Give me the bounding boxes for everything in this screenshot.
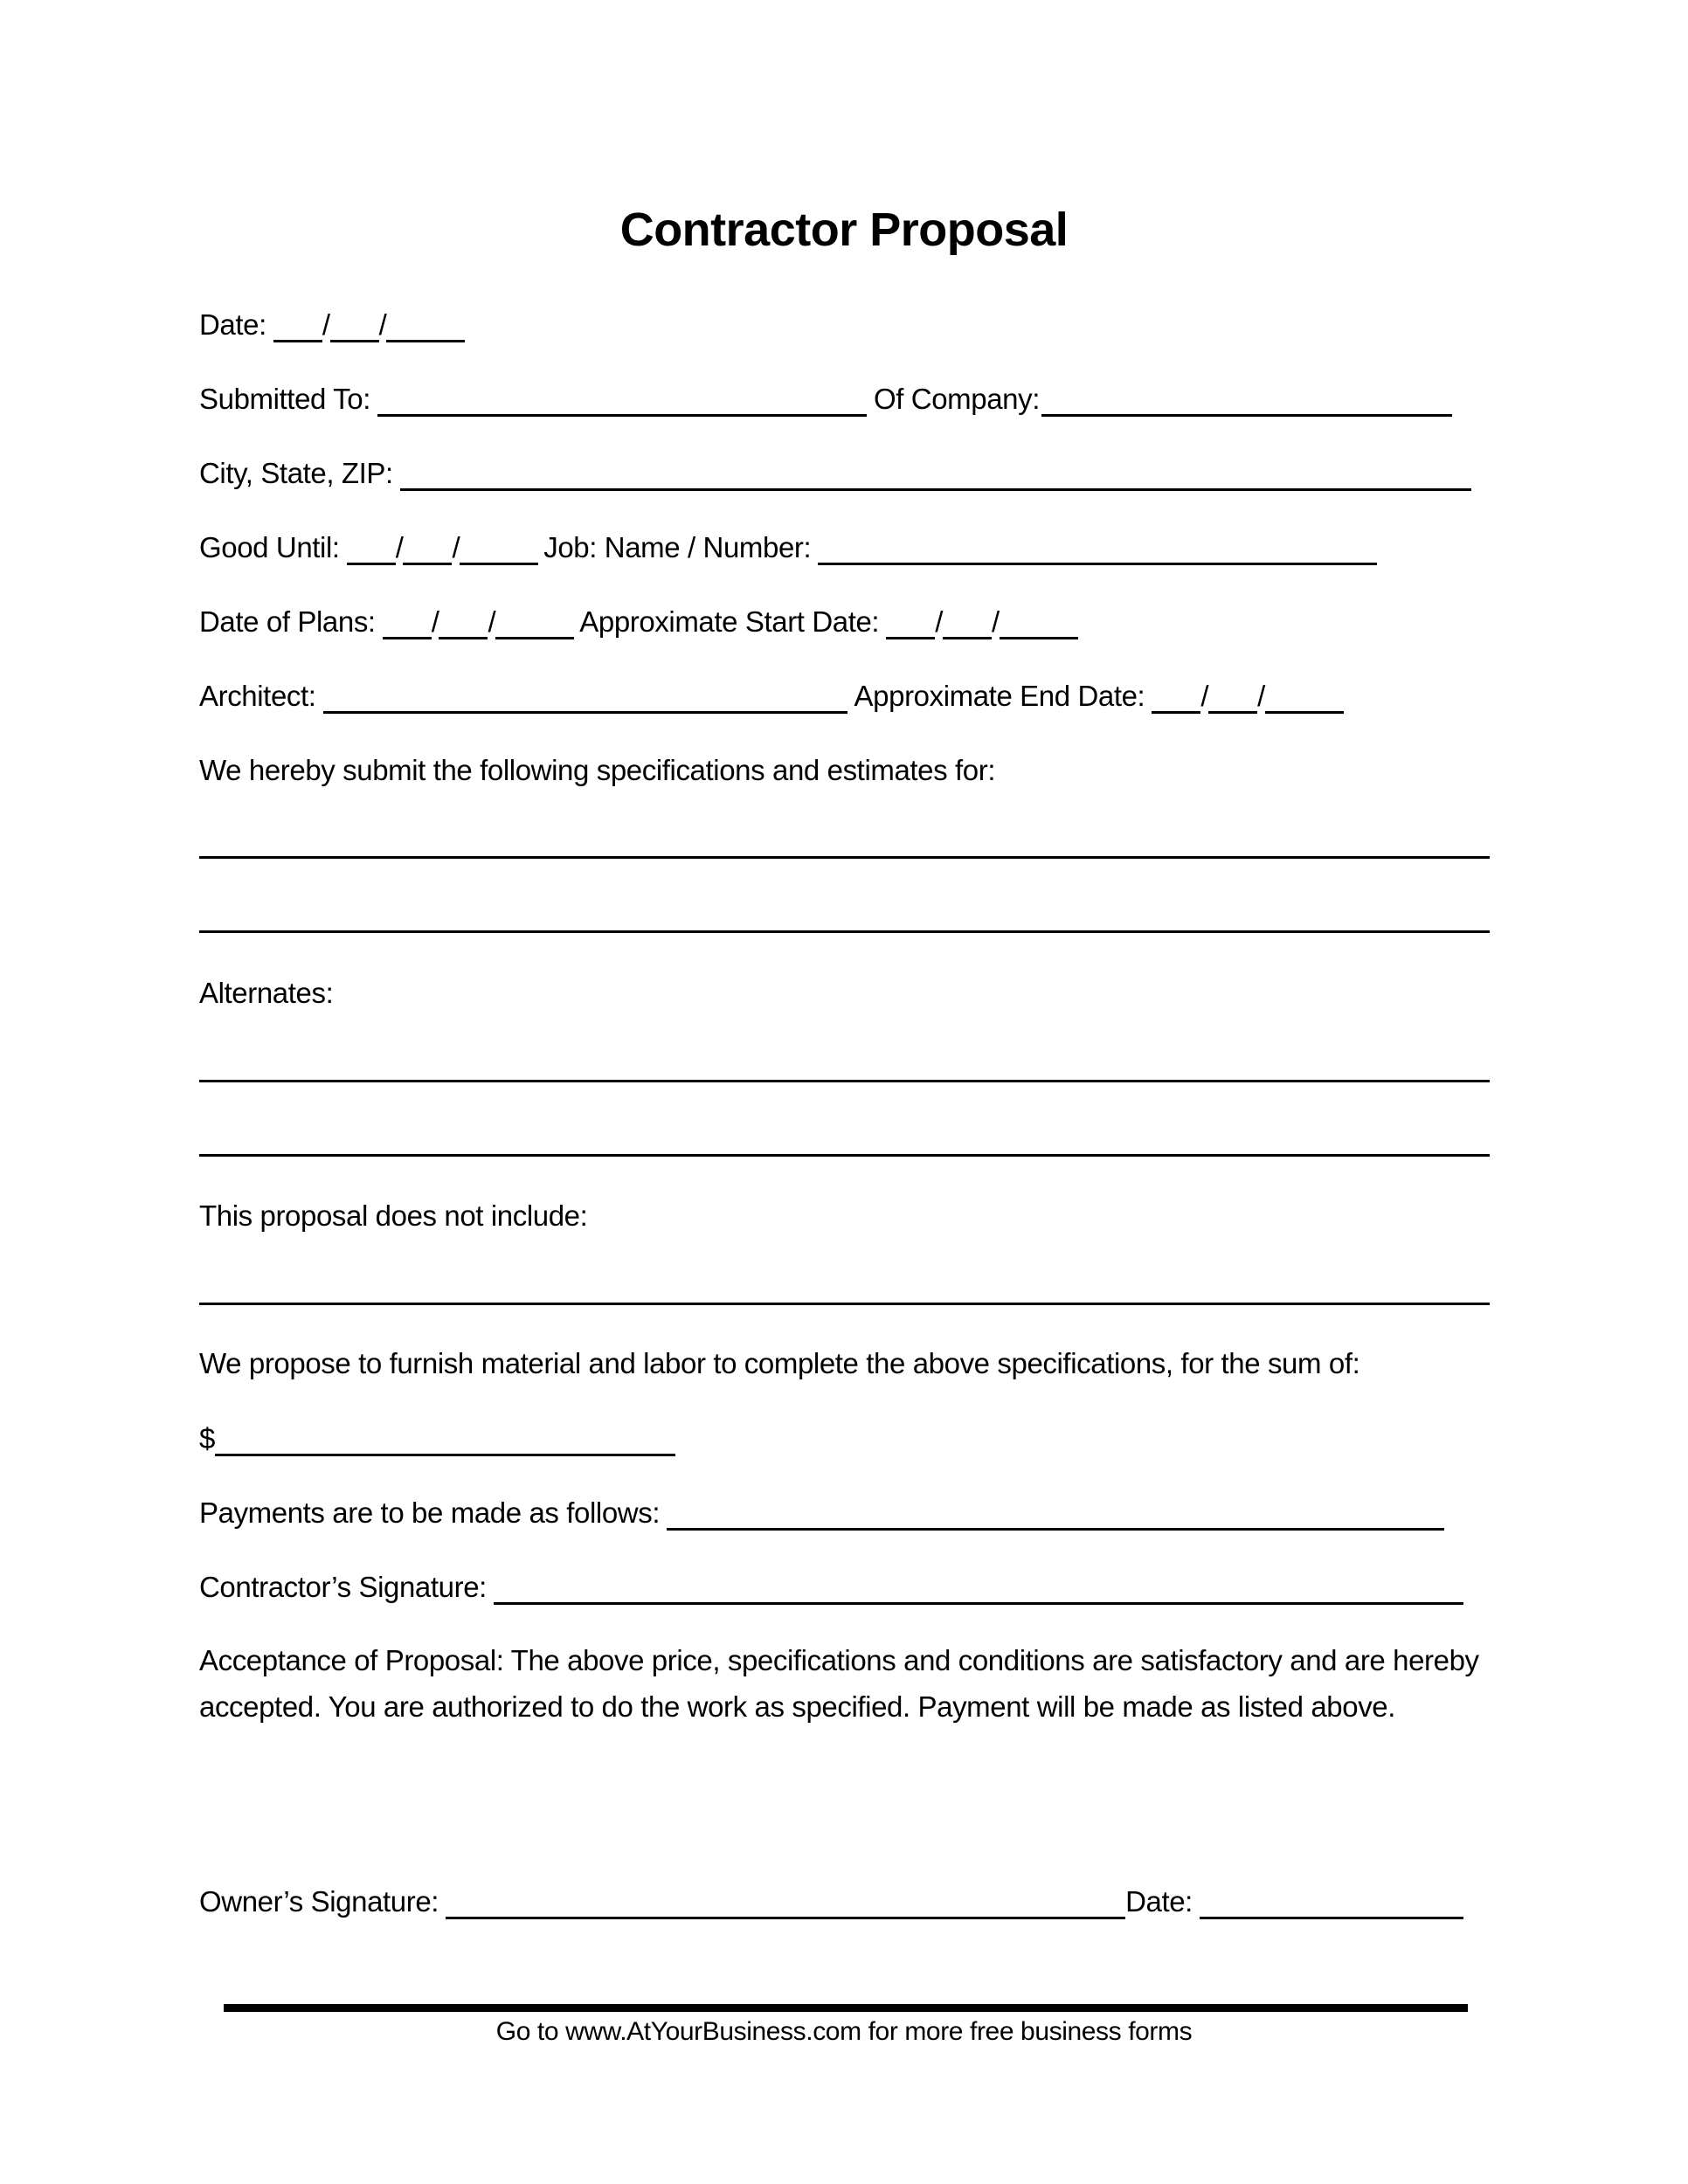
- approx-start-date-field[interactable]: / /: [886, 605, 1078, 639]
- good-until-field[interactable]: / /: [347, 530, 539, 565]
- specifications-heading: We hereby submit the following specifications and estimates for:: [199, 754, 996, 786]
- submitted-to-row: [199, 382, 1452, 417]
- form-title: Contractor Proposal: [619, 204, 1069, 256]
- alternates-line-2[interactable]: [199, 1154, 1490, 1157]
- good-until-row: [199, 530, 1377, 565]
- alternates-line-1[interactable]: [199, 1080, 1490, 1082]
- submitted-to-field[interactable]: [377, 388, 867, 417]
- owner-signature-row: [199, 1884, 1463, 1919]
- architect-row: [199, 679, 1344, 714]
- payments-field[interactable]: [667, 1502, 1444, 1531]
- sum-amount-field[interactable]: [215, 1427, 675, 1456]
- specifications-line-1[interactable]: [199, 856, 1490, 859]
- owner-date-field[interactable]: [1200, 1890, 1463, 1919]
- footer-divider: [224, 2004, 1468, 2012]
- date-of-plans-field[interactable]: / /: [383, 605, 575, 639]
- payments-label: Payments are to be made as follows:: [199, 1496, 661, 1529]
- of-company-label: Of Company:: [873, 383, 1040, 415]
- dollar-sign: $: [199, 1422, 215, 1455]
- date-of-plans-row: [199, 605, 1078, 639]
- approx-end-date-field[interactable]: / /: [1152, 679, 1344, 714]
- city-state-zip-field[interactable]: [400, 462, 1471, 491]
- owner-signature-label: Owner’s Signature:: [199, 1885, 439, 1918]
- not-included-line[interactable]: [199, 1303, 1490, 1305]
- job-name-number-label: Job: Name / Number:: [543, 531, 812, 563]
- payments-row: [199, 1496, 1444, 1531]
- footer-text: Go to www.AtYourBusiness.com for more free business forms: [495, 2017, 1193, 2046]
- approx-start-date-label: Approximate Start Date:: [579, 605, 880, 638]
- specifications-line-2[interactable]: [199, 930, 1490, 933]
- owner-date-label: Date:: [1125, 1885, 1193, 1918]
- date-of-plans-label: Date of Plans:: [199, 605, 376, 638]
- date-field[interactable]: / /: [273, 308, 466, 342]
- contractor-signature-field[interactable]: [494, 1576, 1463, 1605]
- submitted-to-label: Submitted To:: [199, 383, 370, 415]
- of-company-field[interactable]: [1041, 388, 1452, 417]
- city-state-zip-label: City, State, ZIP:: [199, 457, 393, 489]
- contractor-signature-row: [199, 1570, 1463, 1605]
- acceptance-text: Acceptance of Proposal: The above price, specifications and conditions are satisfactory and are hereby accepted. You are authorized to do the work as specified. Payment will be made as listed above.: [199, 1644, 1479, 1723]
- contractor-signature-label: Contractor’s Signature:: [199, 1571, 487, 1603]
- not-included-heading: This proposal does not include:: [199, 1199, 588, 1232]
- architect-field[interactable]: [323, 685, 847, 714]
- owner-signature-field[interactable]: [446, 1890, 1125, 1919]
- city-state-zip-row: [199, 456, 1471, 491]
- date-label: Date:: [199, 308, 266, 341]
- architect-label: Architect:: [199, 680, 316, 712]
- sum-row: [199, 1421, 675, 1456]
- job-name-number-field[interactable]: [818, 536, 1377, 565]
- alternates-heading: Alternates:: [199, 977, 334, 1009]
- propose-sum-text: We propose to furnish material and labor to complete the above specifications, for the sum of:: [199, 1347, 1360, 1379]
- approx-end-date-label: Approximate End Date:: [854, 680, 1145, 712]
- good-until-label: Good Until:: [199, 531, 340, 563]
- date-row: [199, 308, 465, 342]
